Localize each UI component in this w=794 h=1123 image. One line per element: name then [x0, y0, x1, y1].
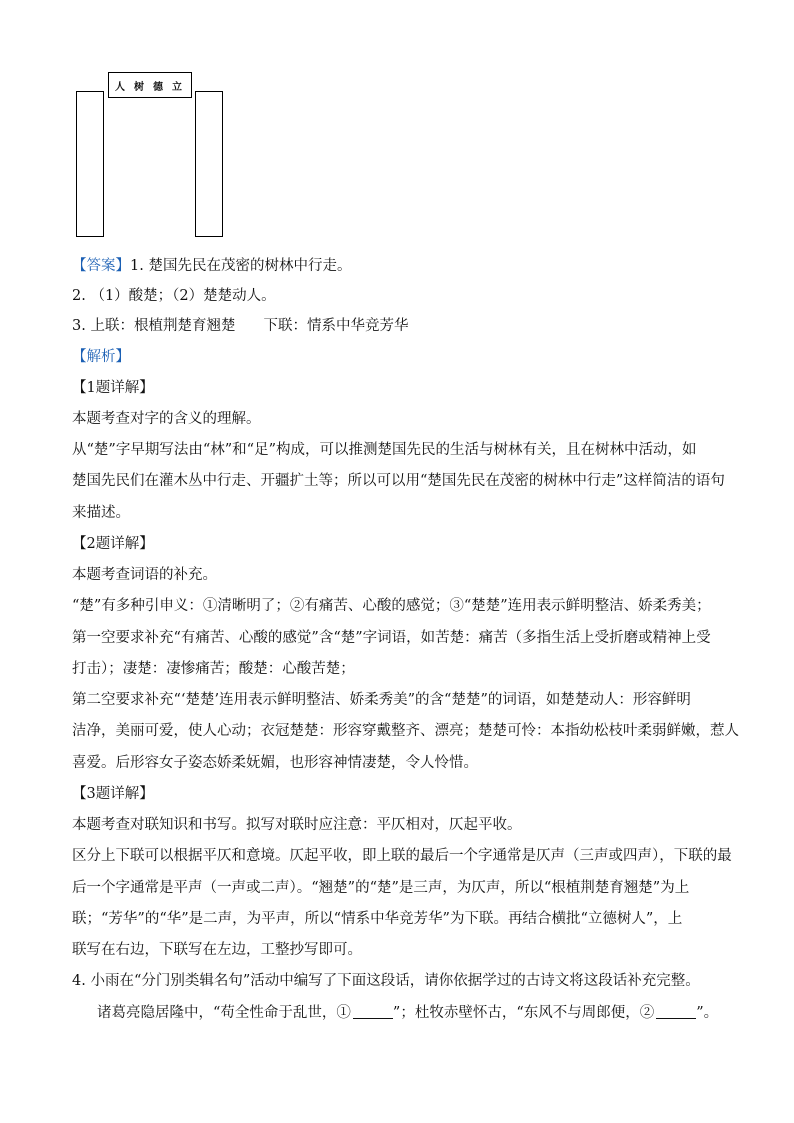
q1-head: 【1题详解】 — [72, 380, 154, 396]
answer-1: 1. 楚国先民在茂密的树林中行走。 — [130, 258, 352, 274]
q2-line: 打击）；凄楚：凄惨痛苦；酸楚：心酸苦楚； — [72, 661, 355, 677]
q4-text-3: ”。 — [696, 1005, 719, 1021]
q2-line: 喜爱。后形容女子姿态娇柔妩媚，也形容神情凄楚，令人怜惜。 — [72, 755, 478, 771]
answer-3-lower: 下联：情系中华竞芳华 — [263, 318, 409, 334]
q1-line: 本题考查对字的含义的理解。 — [72, 411, 261, 427]
analysis-tag: 【解析】 — [72, 349, 130, 365]
answer-3-upper: 3. 上联：根植荆楚育翘楚 — [72, 318, 236, 334]
q2-line: 第二空要求补充“‘楚楚’连用表示鲜明整洁、娇柔秀美”的含“楚楚”的词语，如楚楚动人：形容鲜明 — [72, 692, 691, 708]
blank-2[interactable] — [656, 1004, 696, 1019]
couplet-left-pillar — [76, 91, 104, 237]
q1-line: 来描述。 — [72, 505, 130, 521]
q2-line: 洁净，美丽可爱，使人心动；衣冠楚楚：形容穿戴整齐、漂亮；楚楚可怜：本指幼松枝叶柔弱鲜嫩，惹人 — [72, 723, 739, 739]
q1-line: 从“楚”字早期写法由“林”和“足”构成，可以推测楚国先民的生活与树林有关，且在树林中活动，如 — [72, 442, 697, 458]
q3-line: 区分上下联可以根据平仄和意境。仄起平收，即上联的最后一个字通常是仄声（三声或四声），下联的最 — [72, 848, 732, 864]
blank-1[interactable] — [353, 1004, 393, 1019]
q4-text-1: 诸葛亮隐居隆中，“苟全性命于乱世， — [97, 1005, 337, 1021]
blank-1-label: ① — [336, 1005, 351, 1021]
answer-2: 2. （1）酸楚；（2）楚楚动人。 — [72, 288, 276, 304]
couplet-right-pillar — [195, 91, 223, 237]
q3-line: 联；“芳华”的“华”是二声，为平声，所以“情系中华竞芳华”为下联。再结合横批“立德树人”，上 — [72, 911, 683, 927]
blank-2-label: ② — [639, 1005, 655, 1021]
q4-passage — [97, 1003, 718, 1023]
q2-line: 本题考查词语的补充。 — [72, 567, 217, 583]
q3-head: 【3题详解】 — [72, 786, 154, 802]
q2-line: 第一空要求补充“有痛苦、心酸的感觉”含“楚”字词语，如苦楚：痛苦（多指生活上受折磨或精神上受 — [72, 630, 711, 646]
answer-tag: 【答案】 — [72, 258, 130, 274]
couplet-hengpi: 人树德立 — [108, 72, 192, 98]
answer-line-3 — [72, 316, 408, 336]
q2-line: “楚”有多种引申义：①清晰明了；②有痛苦、心酸的感觉；③“楚楚”连用表示鲜明整洁、娇柔秀美； — [72, 598, 711, 614]
q4-stem: 4. 小雨在“分门别类辑名句”活动中编写了下面这段话，请你依据学过的古诗文将这段话补充完整。 — [72, 973, 700, 989]
q4-text-2: ”；杜牧赤壁怀古，“东风不与周郎便， — [392, 1005, 640, 1021]
answer-line-1 — [72, 256, 351, 276]
q3-line: 联写在右边，下联写在左边，工整抄写即可。 — [72, 942, 362, 958]
q3-line: 后一个字通常是平声（一声或二声）。“翘楚”的“楚”是三声，为仄声，所以“根植荆楚育翘楚”为上 — [72, 880, 690, 896]
q1-line: 楚国先民们在灌木丛中行走、开疆扩土等；所以可以用“楚国先民在茂密的树林中行走”这样简洁的语句 — [72, 473, 725, 489]
q2-head: 【2题详解】 — [72, 536, 154, 552]
q3-line: 本题考查对联知识和书写。拟写对联时应注意：平仄相对，仄起平收。 — [72, 817, 522, 833]
